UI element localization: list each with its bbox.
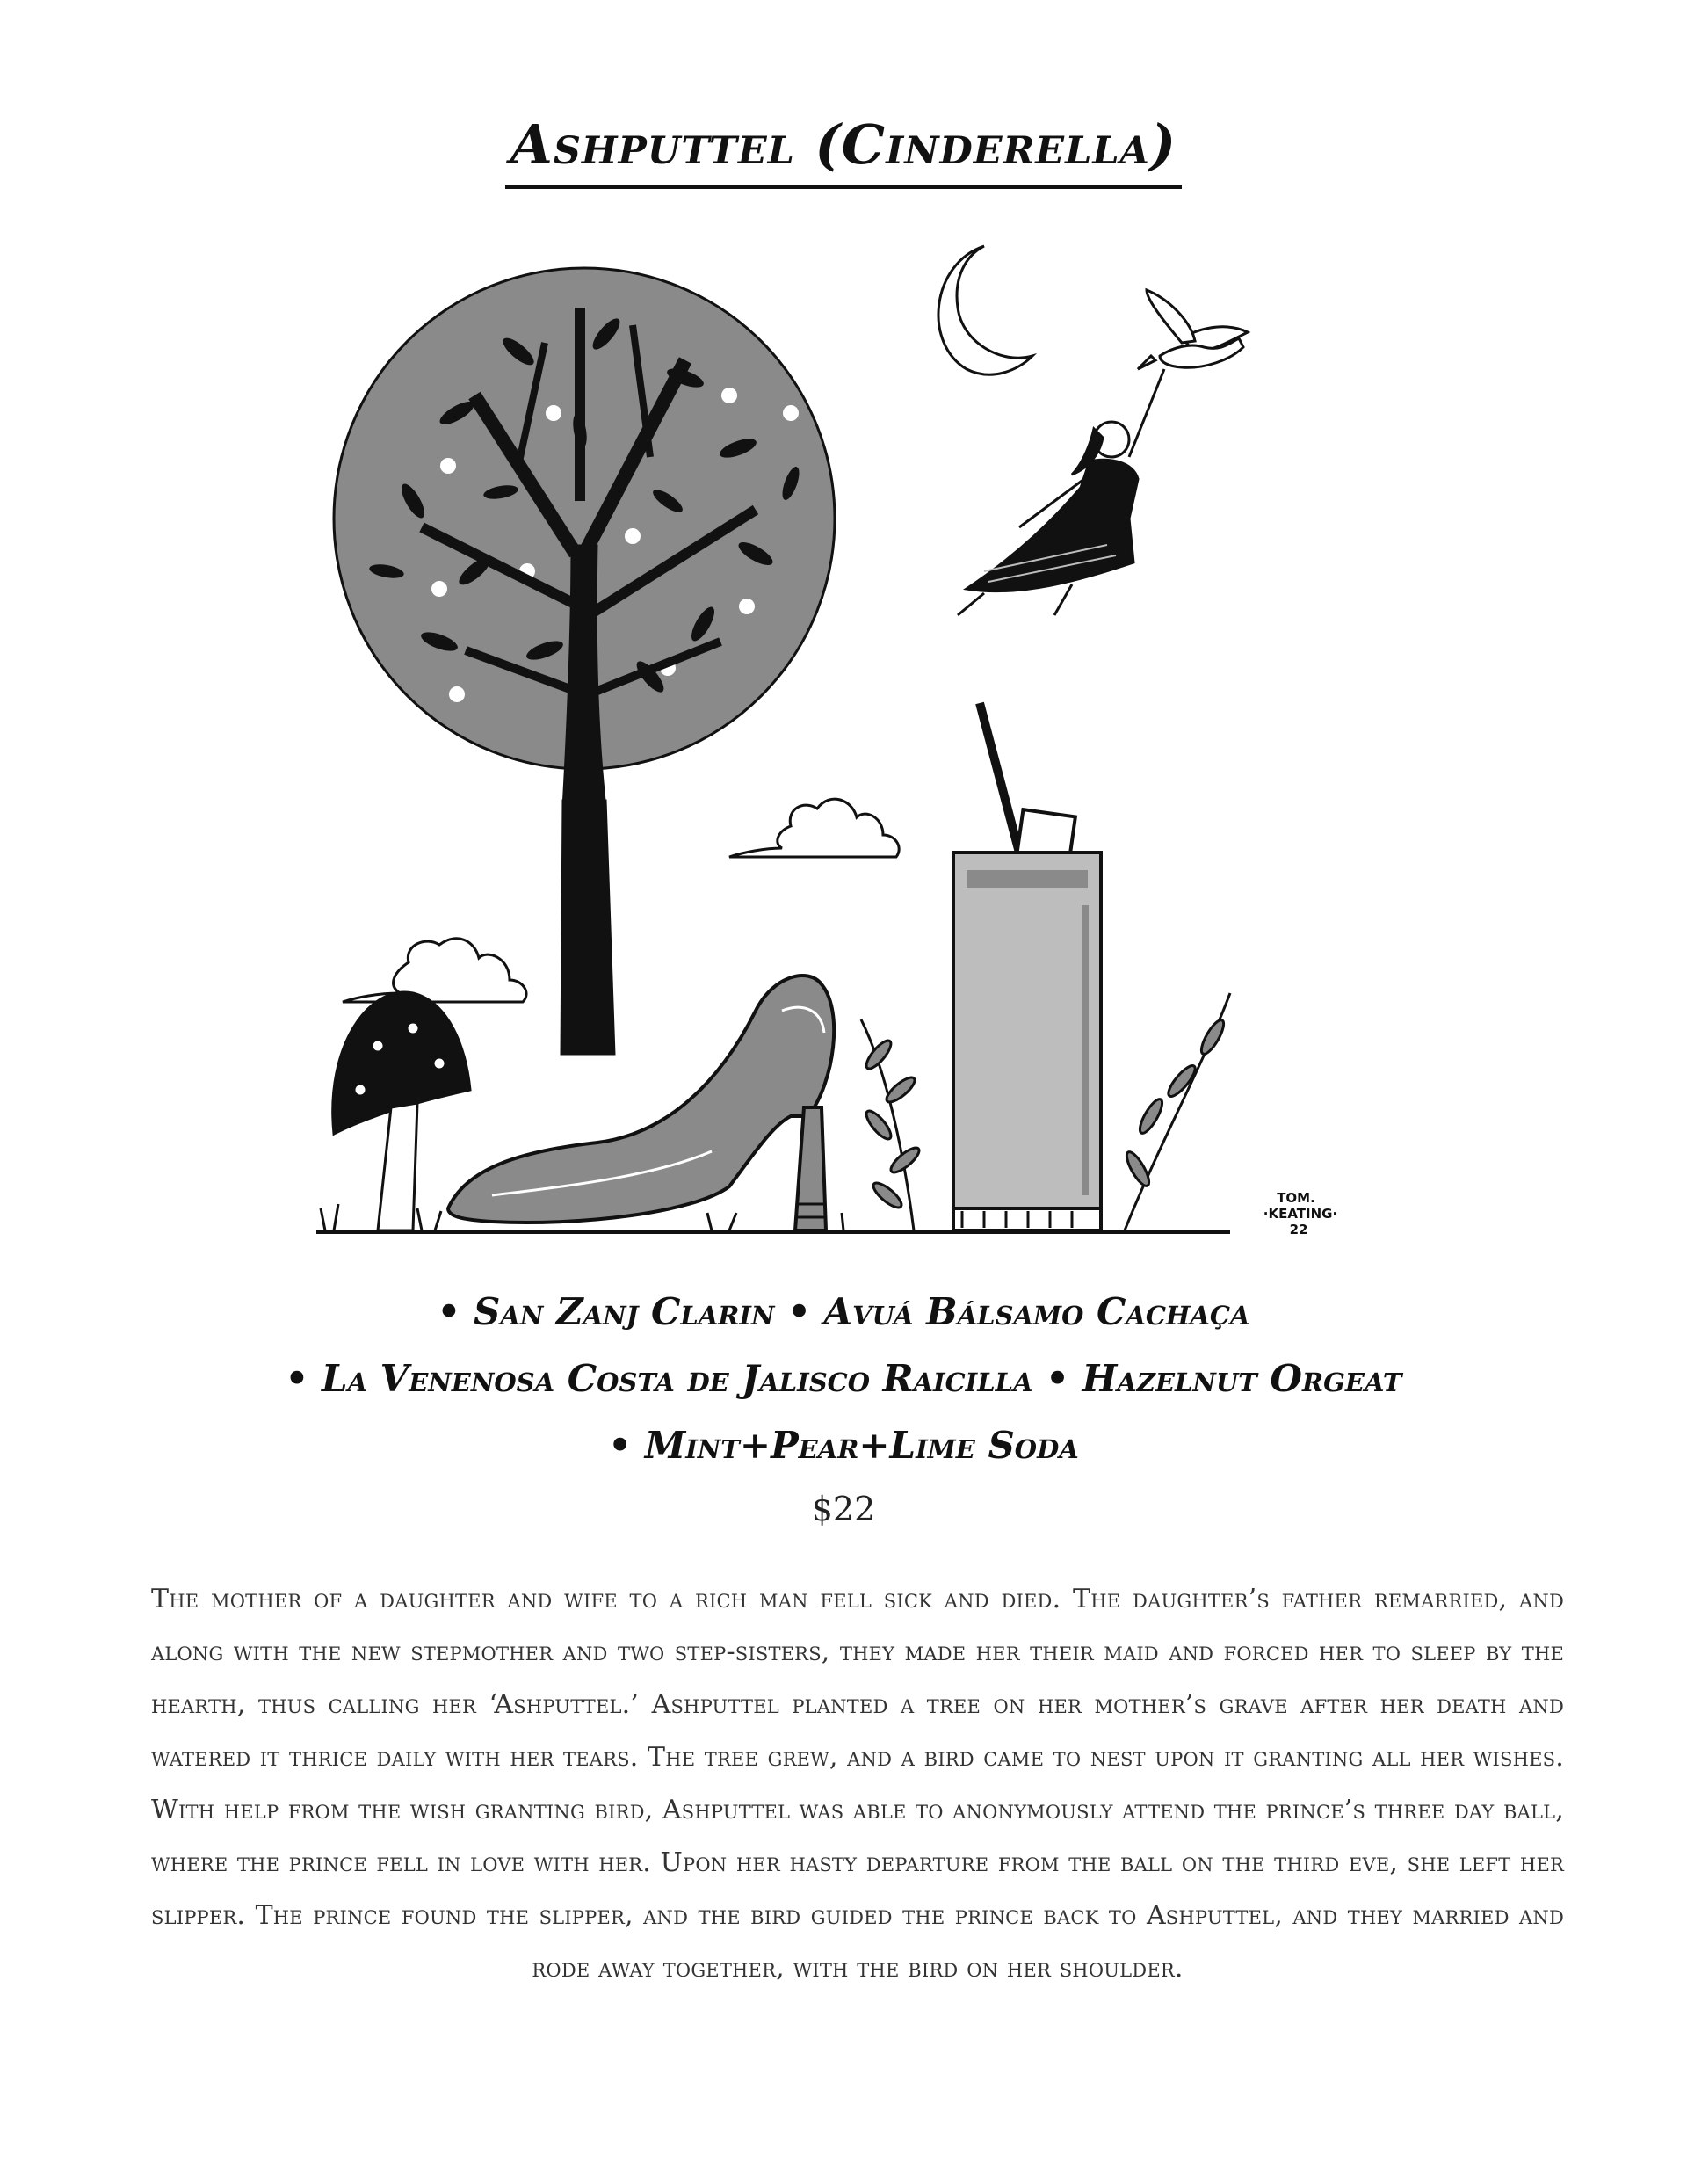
dove-icon: [1138, 290, 1248, 369]
cloud-right-icon: [729, 799, 899, 857]
cocktail-glass-icon: [953, 694, 1101, 1230]
plant-left-icon: [861, 1019, 923, 1230]
signature-line-2: ·KEATING·: [1263, 1206, 1338, 1222]
crescent-moon-icon: [938, 246, 1032, 374]
plant-right-icon: [1123, 993, 1230, 1230]
mushroom-icon: [333, 992, 470, 1230]
glass-slipper-icon: [448, 976, 834, 1230]
signature-line-1: TOM.: [1277, 1190, 1315, 1206]
drink-price: $22: [811, 1490, 876, 1528]
signature-line-3: 22: [1289, 1222, 1308, 1237]
ingredient-list: [0, 1279, 1687, 1479]
cinderella-illustration: [316, 237, 1371, 1257]
ingredient-line: • San Zanj Clarin • Avuá Bálsamo Cachaça: [437, 1290, 1250, 1333]
ingredient-line: • La Venenosa Costa de Jalisco Raicilla • Hazelnut Orgeat: [285, 1357, 1402, 1400]
artist-signature: [1263, 1190, 1337, 1237]
cloud-left-icon: [343, 939, 526, 1002]
drink-story: The mother of a daughter and wife to a rich man fell sick and died. The daughter’s father remarried, and along with the new stepmother and two step-sisters, they made her their maid and forced her to sleep by the hearth, thus calling her ‘Ashputtel.’ Ashputtel planted a tree on her mother’s grave after her death and watered it thrice daily with her tears. The tree grew, and a bird came to nest upon it granting all her wishes. With help from the wish granting bird, Ashputtel was able to anonymously attend the prince’s three day ball, where the prince fell in love with her. Upon her hasty departure from the ball on the third eve, she left her slipper. The prince found the slipper, and the bird guided the prince back to Ashputtel, and they married and rode away together, with the bird on her shoulder.: [151, 1584, 1564, 1984]
flying-girl-figure: [958, 369, 1164, 615]
drink-title-text: Ashputtel (Cinderella): [505, 112, 1183, 189]
ingredient-line: • Mint+Pear+Lime Soda: [608, 1424, 1079, 1467]
drink-title: [0, 112, 1687, 177]
